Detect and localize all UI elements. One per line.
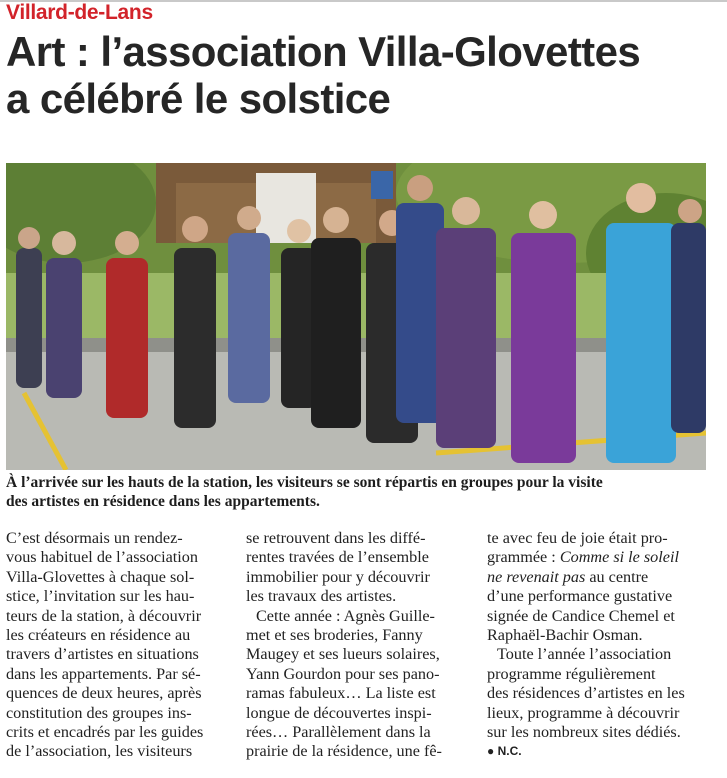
- col2-line: ramas fabuleux… La liste est: [246, 684, 436, 703]
- col3-line: te avec feu de joie était pro-: [487, 529, 668, 547]
- col1-line: de l’association, les visiteurs: [6, 742, 193, 761]
- col1-line: stice, l’invitation sur les hau-: [6, 587, 195, 606]
- col2-line: prairie de la résidence, une fê-: [246, 742, 442, 761]
- col2-line: se retrouvent dans les diffé-: [246, 529, 426, 547]
- col3-italic-title-b: ne revenait pas: [487, 567, 586, 586]
- col1-line: constitution des groupes ins-: [6, 703, 192, 722]
- col2-line: rées… Parallèlement dans la: [246, 723, 431, 742]
- col1-line: dans les appartements. Par sé-: [6, 664, 201, 683]
- section-label: Villard-de-Lans: [6, 1, 153, 24]
- photo-caption: [6, 473, 718, 511]
- col3-line-mixed: [487, 548, 723, 567]
- col1-line: crits et encadrés par les guides: [6, 723, 204, 742]
- col3-text: au centre: [585, 567, 649, 586]
- col2-line: les travaux des artistes.: [246, 587, 397, 606]
- headline-line-1: Art : l’association Villa-Glovettes: [6, 28, 641, 75]
- headline-line-2: a célébré le solstice: [6, 75, 391, 122]
- col2-line: rentes travées de l’ensemble: [246, 548, 429, 567]
- caption-line-1: À l’arrivée sur les hauts de la station, les visiteurs se sont répartis en groupes pour la visite: [6, 474, 603, 491]
- col3-line: d’une performance gustative: [487, 587, 673, 606]
- col2-line: immobilier pour y découvrir: [246, 567, 430, 586]
- col2-line: Yann Gourdon pour ses pano-: [246, 664, 440, 683]
- col2-line: Maugey et ses lueurs solaires,: [246, 645, 440, 664]
- col1-line: C’est désormais un rendez-: [6, 529, 183, 547]
- article-column-2: [246, 529, 482, 762]
- col2-line: met et ses broderies, Fanny: [246, 626, 423, 645]
- caption-line-2: des artistes en résidence dans les appartements.: [6, 493, 320, 510]
- article-column-1: [6, 529, 242, 762]
- col3-line: des résidences d’artistes en les: [487, 684, 685, 703]
- col3-line: lieux, programme à découvrir: [487, 703, 680, 722]
- col3-line: sur les nombreux sites dédiés.: [487, 723, 681, 742]
- col3-line: Toute l’année l’association: [497, 645, 672, 664]
- col2-line: longue de découvertes inspi-: [246, 703, 432, 722]
- col1-line: teurs de la station, à découvrir: [6, 606, 202, 625]
- col3-line-mixed: [487, 568, 723, 587]
- col3-line: signée de Candice Chemel et: [487, 606, 675, 625]
- author-signature: ● N.C.: [487, 744, 522, 759]
- headline: [6, 28, 721, 122]
- article-column-3: [487, 529, 723, 762]
- col3-italic-title-a: Comme si le soleil: [559, 548, 679, 567]
- col1-line: travers d’artistes en situations: [6, 645, 199, 664]
- col3-text: grammée :: [487, 548, 560, 567]
- col3-line: programme régulièrement: [487, 664, 656, 683]
- col1-line: Villa-Glovettes à chaque sol-: [6, 567, 195, 586]
- group-photo: [6, 163, 706, 470]
- col3-line: Raphaël-Bachir Osman.: [487, 626, 643, 645]
- col1-line: quences de deux heures, après: [6, 684, 202, 703]
- col1-line: les créateurs en résidence au: [6, 626, 191, 645]
- col1-line: vous habituel de l’association: [6, 548, 198, 567]
- col2-line: Cette année : Agnès Guille-: [256, 606, 435, 625]
